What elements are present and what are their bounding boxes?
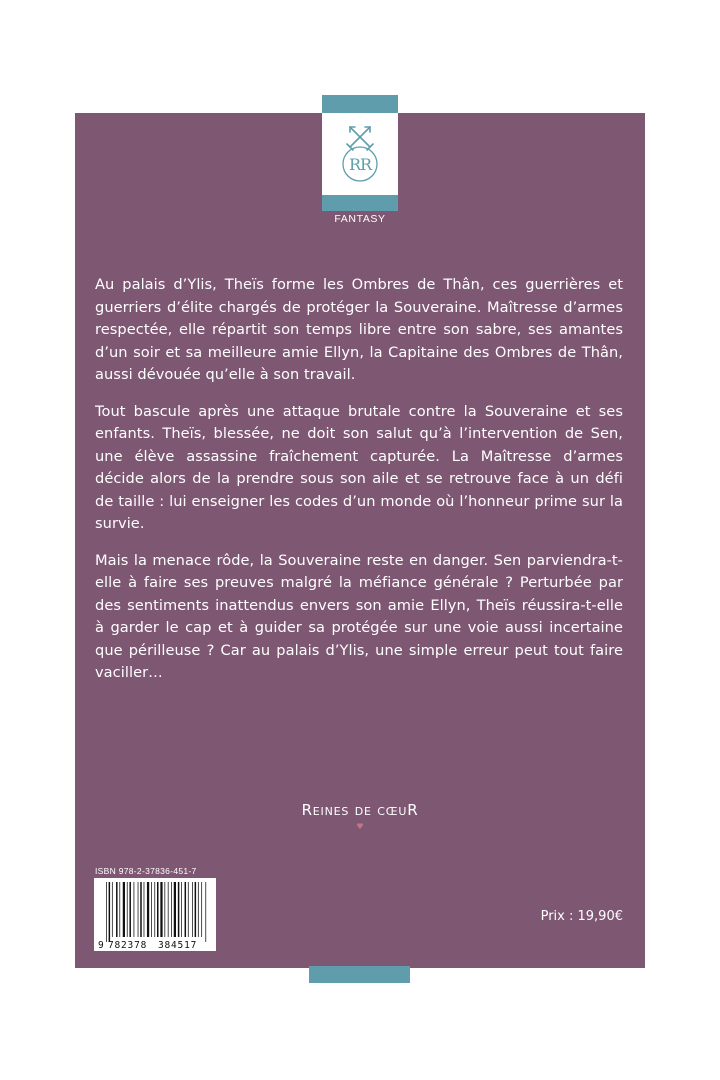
barcode-left-group: 782378 — [108, 940, 148, 951]
barcode-bar — [185, 882, 187, 937]
barcode-bar — [157, 882, 159, 937]
barcode-bar — [168, 882, 169, 937]
barcode-bar — [174, 882, 176, 937]
top-teal-tab — [322, 95, 398, 115]
publisher-collection-name: Reines de cœuR — [301, 801, 419, 819]
bottom-teal-tab — [309, 966, 410, 983]
heart-icon: ♥ — [356, 822, 364, 831]
back-cover-blurb — [95, 274, 623, 699]
barcode-bars — [94, 878, 216, 951]
barcode-bar — [192, 882, 193, 937]
isbn-label: ISBN 978-2-37836-451-7 — [95, 866, 197, 876]
logo-teal-strip — [322, 195, 398, 211]
barcode-bar — [109, 882, 111, 942]
barcode-bar — [147, 882, 149, 937]
barcode-bar — [140, 882, 142, 937]
logo-monogram: RR — [348, 155, 372, 174]
barcode-bar — [205, 882, 206, 942]
barcode-bar — [129, 882, 131, 937]
barcode-right-group: 384517 — [158, 940, 198, 951]
barcode-bar — [198, 882, 199, 937]
blurb-paragraph: Au palais d’Ylis, Theïs forme les Ombres de Thân, ces guerrières et guerriers d’élite chargés de protéger la Souveraine. Maîtresse d’armes respectée, elle répartit son temps libre entre son sabre, ses amantes d’un soir et sa meilleure amie Ellyn, la Capitaine des Ombres de Thân, aussi dévouée qu’elle à son travail. — [95, 276, 623, 383]
barcode-bar — [201, 882, 202, 937]
barcode-bar — [181, 882, 182, 937]
blurb-paragraph: Tout bascule après une attaque brutale contre la Souveraine et ses enfants. Theïs, blessée, ne doit son salut qu’à l’intervention de Sen, une élève assassine fraîchement capturée. La Maîtresse d’armes décide alors de la prendre sous son aile et se retrouve face à un défi de taille : lui enseigner les codes d’un monde où l’honneur prime sur la survie. — [95, 402, 623, 532]
barcode-bar — [188, 882, 189, 937]
barcode-bar — [123, 882, 125, 937]
blurb-paragraph: Mais la menace rôde, la Souveraine reste en danger. Sen parviendra-t-elle à faire ses preuves malgré la méfiance générale ? Perturbée par des sentiments inattendus envers son amie Ellyn, Theïs réussira-t-elle à garder le cap et à guider sa protégée sur une voie aussi incertaine que périlleuse ? Car au palais d’Ylis, une simple erreur peut tout faire vaciller… — [95, 551, 623, 681]
barcode-first-digit: 9 — [98, 940, 104, 951]
price-label: Prix : 19,90€ — [540, 909, 623, 924]
barcode-bar — [116, 882, 118, 937]
barcode-bar — [134, 882, 135, 937]
barcode-bar — [144, 882, 145, 937]
barcode-bar — [164, 882, 165, 937]
barcode-bar — [119, 882, 120, 937]
barcode — [94, 878, 216, 951]
barcode-bar — [154, 882, 155, 937]
barcode-bar — [178, 882, 180, 937]
barcode-bar — [106, 882, 107, 942]
barcode-bar — [171, 882, 172, 937]
barcode-bar — [127, 882, 128, 937]
barcode-bar — [112, 882, 113, 937]
genre-label: FANTASY — [334, 213, 386, 225]
barcode-bar — [195, 882, 197, 937]
barcode-bar — [138, 882, 139, 937]
barcode-bar — [160, 882, 162, 937]
barcode-bar — [151, 882, 152, 937]
